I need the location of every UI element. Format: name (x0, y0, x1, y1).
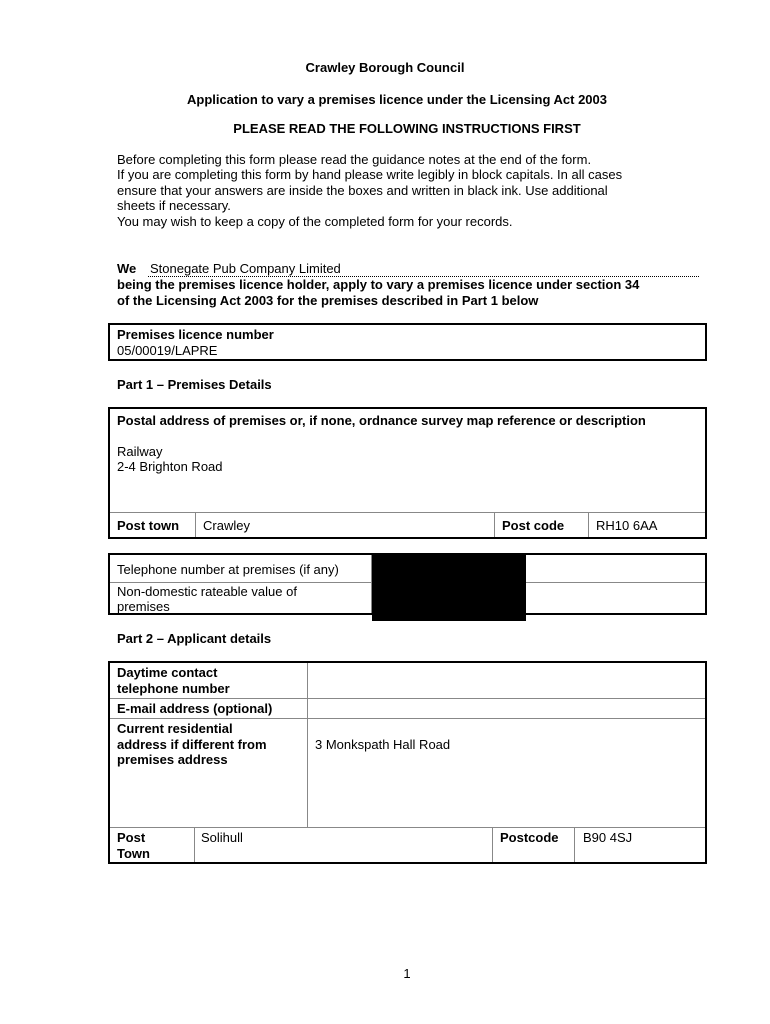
residential-address-label: premises address (117, 752, 228, 767)
divider (110, 718, 705, 719)
address-line[interactable]: 2-4 Brighton Road (117, 459, 223, 474)
instruction-line: sheets if necessary. (117, 198, 231, 213)
licence-number-label: Premises licence number (117, 327, 274, 342)
divider (492, 828, 493, 862)
page-number: 1 (403, 966, 411, 981)
address-line[interactable]: Railway (117, 444, 163, 459)
form-title: Application to vary a premises licence under the Licensing Act 2003 (187, 92, 607, 107)
rateable-label: Non-domestic rateable value of (117, 584, 297, 599)
email-label: E-mail address (optional) (117, 701, 273, 716)
residential-address-label: Current residential (117, 721, 233, 736)
postal-address-label: Postal address of premises or, if none, ordnance survey map reference or description (117, 413, 646, 428)
instruction-line: You may wish to keep a copy of the completed form for your records. (117, 214, 513, 229)
post-town-label: Post town (117, 518, 180, 533)
part2-heading: Part 2 – Applicant details (117, 631, 272, 646)
rateable-label: premises (117, 599, 170, 614)
statement-line: of the Licensing Act 2003 for the premises described in Part 1 below (117, 293, 539, 308)
divider (574, 828, 575, 862)
applicant-post-town-field[interactable]: Solihull (201, 830, 243, 845)
instruction-line: If you are completing this form by hand please write legibly in block capitals. In all cases (117, 167, 623, 182)
applicant-postcode-label: Postcode (500, 830, 559, 845)
residential-address-field[interactable]: 3 Monkspath Hall Road (315, 737, 451, 752)
email-field[interactable] (309, 699, 705, 718)
applicant-post-town-label: Post (117, 830, 146, 845)
divider (194, 828, 195, 862)
statement-line: being the premises licence holder, apply to vary a premises licence under section 34 (117, 277, 640, 292)
divider (110, 512, 705, 513)
daytime-phone-label: telephone number (117, 681, 230, 696)
post-town-field[interactable]: Crawley (203, 518, 250, 533)
council-name: Crawley Borough Council (305, 60, 465, 75)
residential-address-label: address if different from (117, 737, 267, 752)
instructions-heading: PLEASE READ THE FOLLOWING INSTRUCTIONS FIRST (233, 121, 581, 136)
divider (110, 827, 705, 828)
daytime-phone-field[interactable] (309, 663, 705, 698)
we-label: We (117, 261, 137, 276)
divider (588, 513, 589, 537)
instruction-line: Before completing this form please read the guidance notes at the end of the form. (117, 152, 592, 167)
applicant-postcode-field[interactable]: B90 4SJ (583, 830, 633, 845)
post-code-field[interactable]: RH10 6AA (596, 518, 658, 533)
divider (494, 513, 495, 537)
divider (307, 663, 308, 827)
redaction-block (372, 554, 526, 621)
post-code-label: Post code (502, 518, 565, 533)
instruction-line: ensure that your answers are inside the boxes and written in black ink. Use additional (117, 183, 608, 198)
holder-name-field[interactable]: Stonegate Pub Company Limited (150, 261, 341, 276)
licence-number-value[interactable]: 05/00019/LAPRE (117, 343, 218, 358)
applicant-post-town-label: Town (117, 846, 150, 861)
telephone-label: Telephone number at premises (if any) (117, 562, 339, 577)
divider (195, 513, 196, 537)
daytime-phone-label: Daytime contact (117, 665, 218, 680)
part1-heading: Part 1 – Premises Details (117, 377, 272, 392)
